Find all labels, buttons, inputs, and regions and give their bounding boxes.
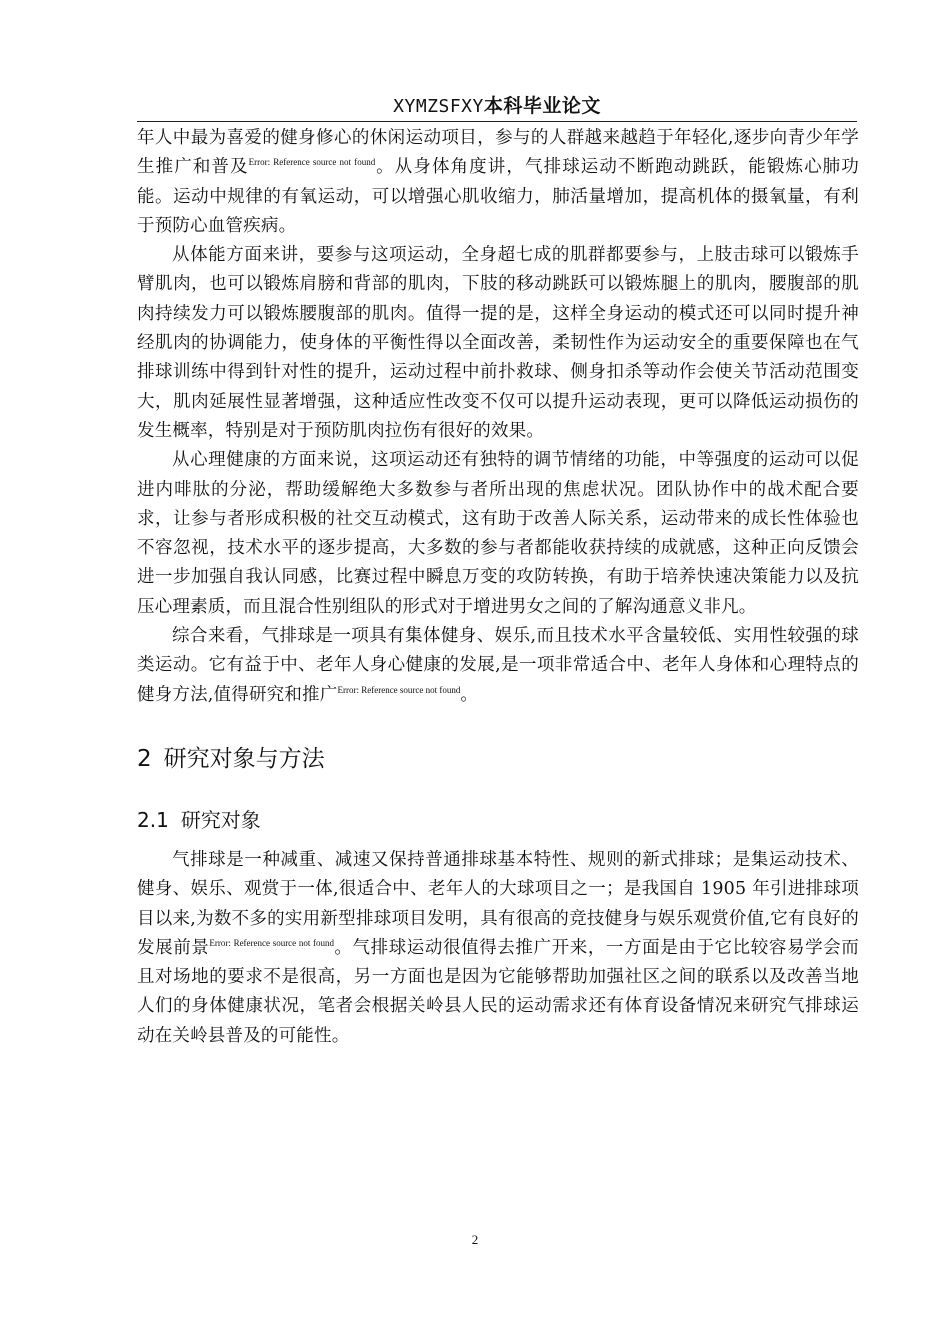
header-latin-text: XYMZSFXY [393, 96, 484, 117]
citation-error-3: Error: Reference source not found [209, 937, 334, 948]
citation-error-1: Error: Reference source not found [248, 157, 376, 168]
paragraph-4-text-a: 综合来看，气排球是一项具有集体健身、娱乐,而且技术水平含量较低、实用性较强的球类运动。它有益于中、老年人身心健康的发展,是一项非常适合中、老年人身体和心理特点的健身方法,值得研究和推广 [137, 626, 859, 705]
running-header [137, 92, 857, 120]
paragraph-3: 从心理健康的方面来说，这项运动还有独特的调节情绪的功能，中等强度的运动可以促进内啡肽的分泌，帮助缓解绝大多数参与者所出现的焦虑状况。团队协作中的战术配合要求，让参与者形成积极的社交互动模式，这有助于改善人际关系，运动带来的成长性体验也不容忽视，技术水平的逐步提高，大多数的参与者都能收获持续的成就感，这种正向反馈会进一步加强自我认同感，比赛过程中瞬息万变的攻防转换，有助于培养快速决策能力以及抗压心理素质，而且混合性别组队的形式对于增进男女之间的了解沟通意义非凡。 [137, 450, 859, 617]
header-cjk-text: 本科毕业论文 [483, 95, 601, 117]
paragraph-2: 从体能方面来讲，要参与这项运动，全身超七成的肌群都要参与，上肢击球可以锻炼手臂肌肉，也可以锻炼肩膀和背部的肌肉，下肢的移动跳跃可以锻炼腿上的肌肉，腰腹部的肌肉持续发力可以锻炼腰腹部的肌肉。值得一提的是，这样全身运动的模式还可以同时提升神经肌肉的协调能力，使身体的平衡性得以全面改善，柔韧性作为运动安全的重要保障也在气排球训练中得到针对性的提升，运动过程中前扑救球、侧身扣杀等动作会使关节活动范围变大，肌肉延展性显著增强，这种适应性改变不仅可以提升运动表现，更可以降低运动损伤的发生概率，特别是对于预防肌肉拉伤有很好的效果。 [137, 245, 859, 441]
subsection-heading-2-1 [137, 806, 859, 834]
paragraph-1 [137, 124, 859, 241]
paragraph-4 [137, 622, 859, 710]
paragraph-1-text-b: 。从身体角度讲，气排球运动不断跑动跳跃，能锻炼心肺功能。运动中规律的有氧运动，可以增强心肌收缩力，肺活量增加，提高机体的摄氧量，有利于预防心血管疾病。 [137, 157, 859, 236]
section-2-title: 研究对象与方法 [163, 745, 325, 772]
paragraph-4-text-b: 。 [460, 684, 479, 705]
paragraph-5-text-b: 。气排球运动很值得去推广开来，一方面是由于它比较容易学会而且对场地的要求不是很高，另一方面也是因为它能够帮助加强社区之间的联系以及改善当地人们的身体健康状况，笔者会根据关岭县人民的运动需求还有体育设备情况来研究气排球运动在关岭县普及的可能性。 [137, 937, 859, 1046]
paragraph-1-text-a: 年人中最为喜爱的健身修心的休闲运动项目，参与的人群越来越趋于年轻化,逐步向青少年学生推广和普及 [137, 128, 859, 178]
paragraph-5-text-a: 气排球是一种减重、减速又保持普通排球基本特性、规则的新式排球；是集运动技术、健身、娱乐、观赏于一体,很适合中、老年人的大球项目之一；是我国自 1905 年引进排球项目以来,为数不多的实用新型排球项目发明，具有很高的竞技健身与娱乐观赏价值,它有良好的发展前景 [137, 849, 859, 958]
page-number: 2 [471, 1232, 479, 1247]
paragraph-5 [137, 846, 859, 1051]
body-text [137, 124, 859, 1051]
section-heading-2 [137, 744, 859, 774]
subsection-2-1-number: 2.1 [137, 807, 169, 832]
header-rule [137, 121, 857, 122]
citation-error-2: Error: Reference source not found [337, 684, 461, 695]
section-2-number: 2 [137, 745, 152, 772]
subsection-2-1-title: 研究对象 [180, 807, 261, 832]
